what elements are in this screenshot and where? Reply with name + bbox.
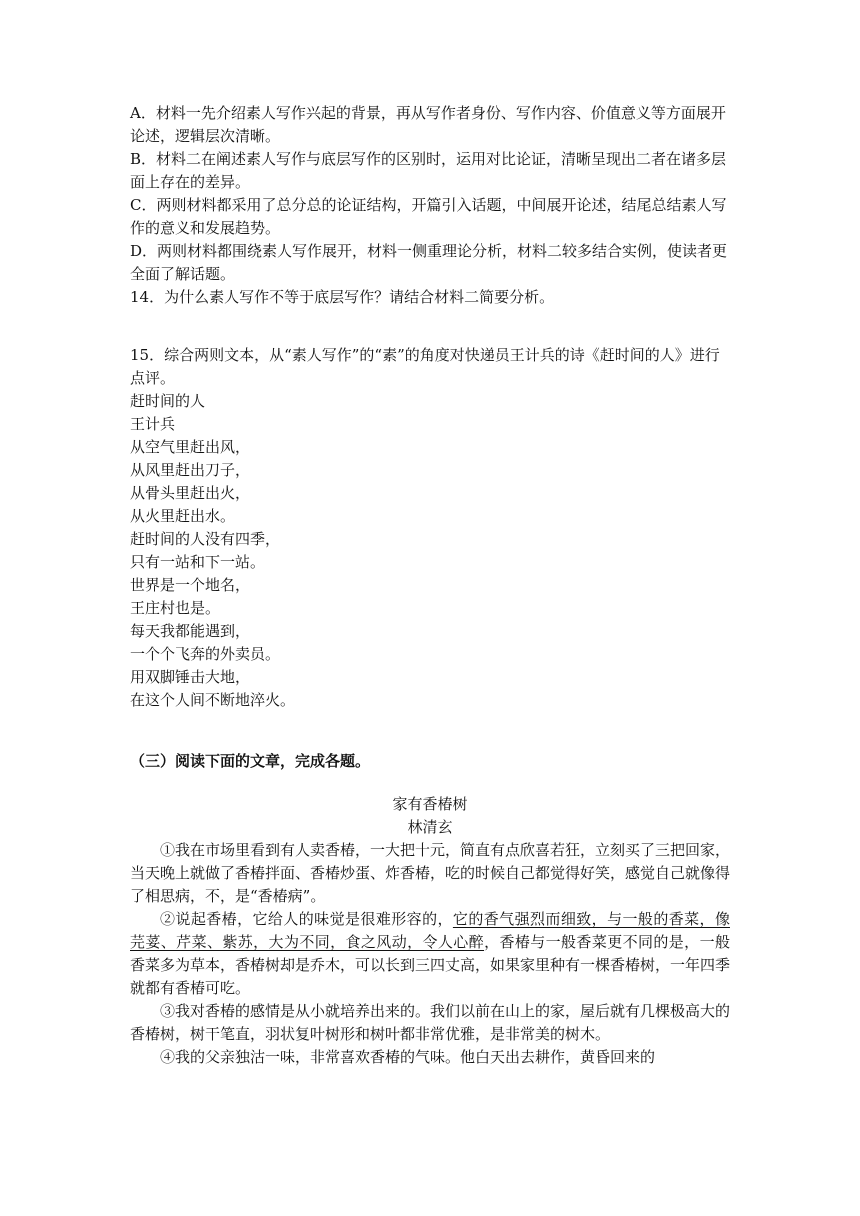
spacer bbox=[130, 712, 730, 750]
paragraph-text: ②说起香椿，它给人的味觉是很难形容的， bbox=[160, 910, 453, 928]
poem-line: 一个个飞奔的外卖员。 bbox=[130, 645, 281, 663]
poem-author: 王计兵 bbox=[130, 415, 176, 433]
article-paragraph-2 bbox=[130, 908, 730, 1000]
question-15: 15．综合两则文本，从“素人写作”的“素”的角度对快递员王计兵的诗《赶时间的人》进行点评。 bbox=[130, 346, 720, 387]
article-title: 家有香椿树 bbox=[392, 795, 468, 813]
option-b: B．材料二在阐述素人写作与底层写作的区别时，运用对比论证，清晰呈现出二者在诸多层面上存在的差异。 bbox=[130, 150, 727, 191]
option-d: D．两则材料都围绕素人写作展开，材料一侧重理论分析，材料二较多结合实例，使读者更全面了解话题。 bbox=[130, 242, 728, 283]
option-c: C．两则材料都采用了总分总的论证结构，开篇引入话题，中间展开论述，结尾总结素人写作的意义和发展趋势。 bbox=[130, 196, 727, 237]
poem-line: 赶时间的人没有四季， bbox=[130, 530, 281, 548]
question-14: 14．为什么素人写作不等于底层写作？请结合材料二简要分析。 bbox=[130, 288, 555, 306]
paragraph-text: ，香椿与一般香菜更不同的是，一般香菜多为草本，香椿树却是乔木，可以长到三四丈高，如果家里种有一棵香椿树，一年四季就都有香椿可吃。 bbox=[130, 933, 731, 997]
poem-line: 用双脚锤击大地， bbox=[130, 668, 251, 686]
answer-space bbox=[130, 309, 730, 344]
article-paragraph-1: ①我在市场里看到有人卖香椿，一大把十元，简直有点欣喜若狂，立刻买了三把回家，当天晚上就做了香椿拌面、香椿炒蛋、炸香椿，吃的时候自己都觉得好笑，感觉自己就像得了相思病，不，是“香椿病”。 bbox=[130, 841, 731, 905]
article-author: 林清玄 bbox=[407, 818, 453, 836]
poem-line: 只有一站和下一站。 bbox=[130, 553, 266, 571]
article-paragraph-4: ④我的父亲独沽一味，非常喜欢香椿的气味。他白天出去耕作，黄昏回来的 bbox=[160, 1048, 656, 1066]
option-a: A．材料一先介绍素人写作兴起的背景，再从写作者身份、写作内容、价值意义等方面展开论述，逻辑层次清晰。 bbox=[130, 104, 726, 145]
poem-line: 从空气里赶出风， bbox=[130, 438, 251, 456]
underlined-sentence: 它的香气强烈而细致，与一般的香菜，像芫荽、芹菜、紫苏，大为不同，食之风动，令人心醉 bbox=[130, 910, 730, 951]
poem-line: 从火里赶出水。 bbox=[130, 507, 236, 525]
poem-line: 每天我都能遇到， bbox=[130, 622, 251, 640]
poem-title: 赶时间的人 bbox=[130, 392, 206, 410]
article-paragraph-3: ③我对香椿的感情是从小就培养出来的。我们以前在山上的家，屋后就有几棵极高大的香椿树，树干笔直，羽状复叶树形和树叶都非常优雅，是非常美的树木。 bbox=[130, 1002, 731, 1043]
poem-line: 从风里赶出刀子， bbox=[130, 461, 251, 479]
poem-line: 王庄村也是。 bbox=[130, 599, 221, 617]
poem-line: 在这个人间不断地淬火。 bbox=[130, 691, 296, 709]
spacer bbox=[130, 773, 730, 793]
poem-line: 从骨头里赶出火， bbox=[130, 484, 251, 502]
section-heading: （三）阅读下面的文章，完成各题。 bbox=[130, 752, 371, 770]
document-page bbox=[130, 102, 730, 1069]
poem-line: 世界是一个地名， bbox=[130, 576, 251, 594]
